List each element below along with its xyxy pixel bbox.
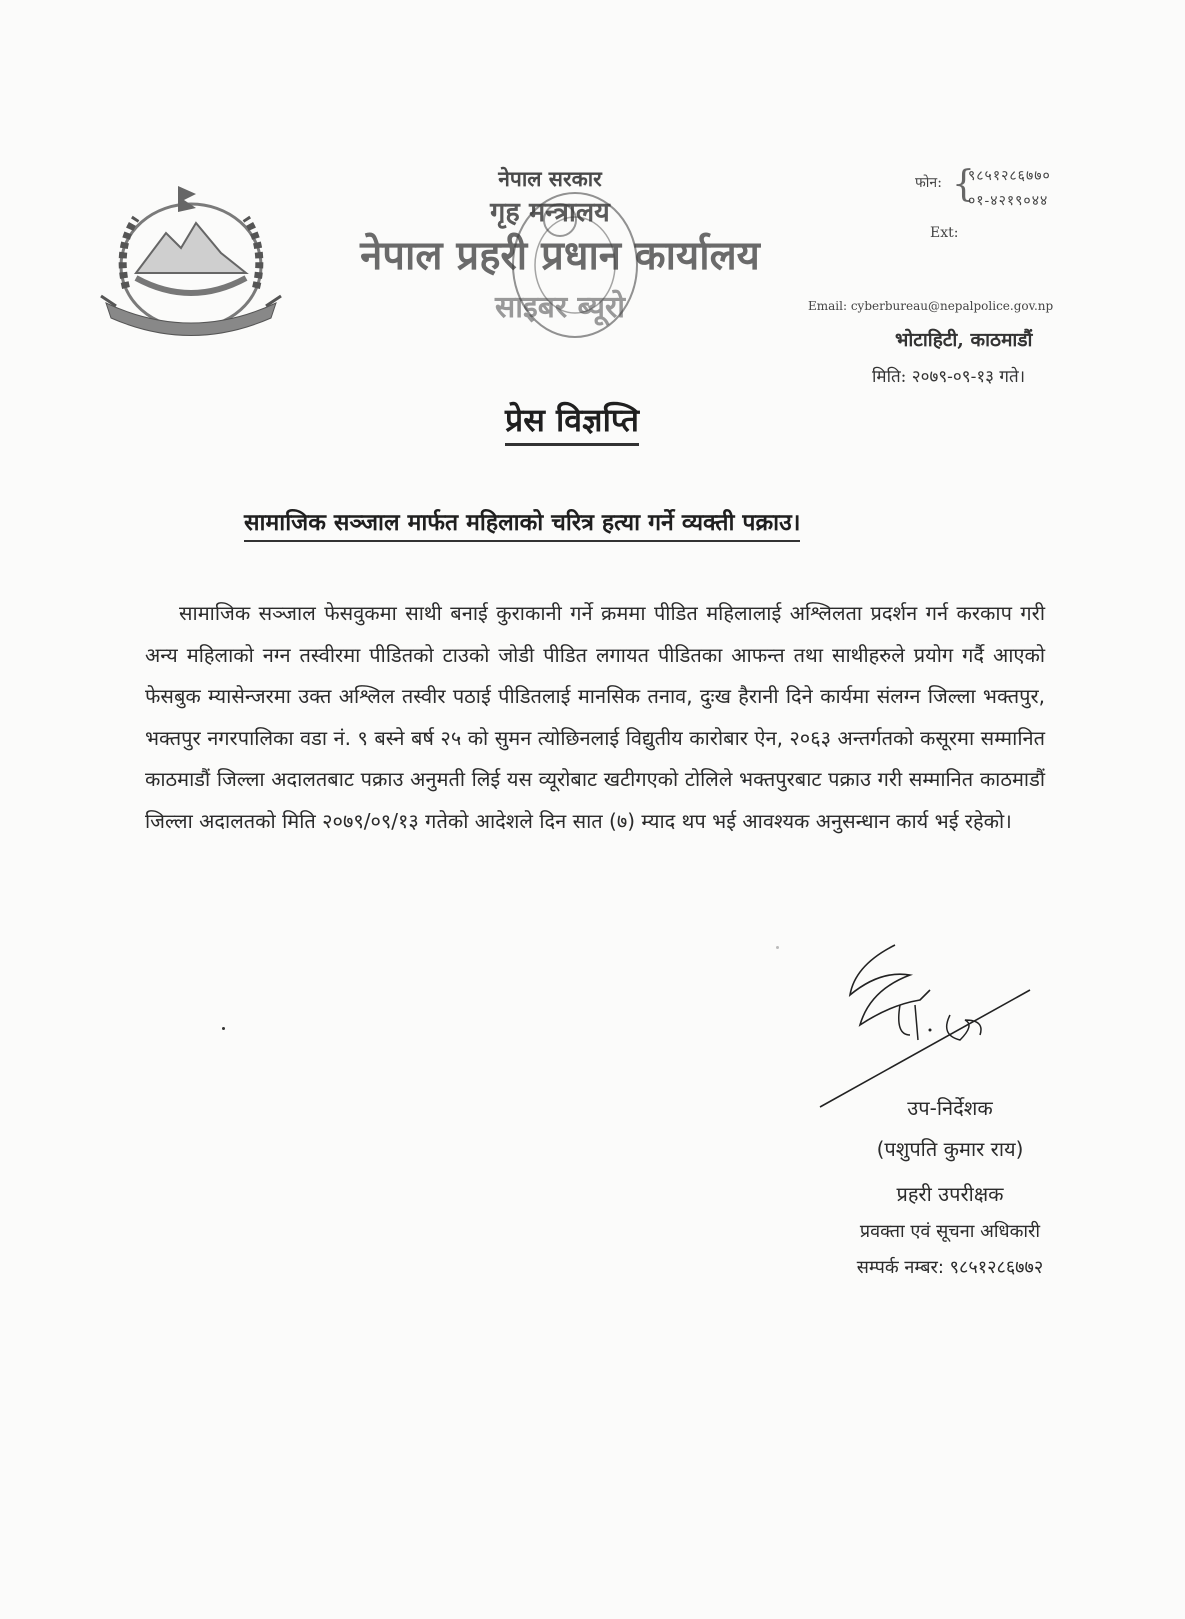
signatory-designation: उप-निर्देशक [907,1096,993,1120]
phone-number-1: ९८५१२८६७७० [968,168,1051,184]
paper-speck [776,946,779,949]
phone-number-2: ०१-४२१९०४४ [968,193,1049,209]
release-date: मिति: २०७९-०९-१३ गते। [872,367,1026,387]
signatory-role: प्रवक्ता एवं सूचना अधिकारी [859,1221,1041,1242]
document-subtitle: सामाजिक सञ्जाल मार्फत महिलाको चरित्र हत्या गर्ने व्यक्ती पक्राउ। [244,505,800,542]
document-title: प्रेस विज्ञप्ति [505,398,639,446]
email-address: Email: cyberbureau@nepalpolice.gov.np [808,299,1054,313]
nepal-government-emblem-icon [96,178,286,348]
signatory-contact: सम्पर्क नम्बर: ९८५१२८६७७२ [856,1257,1044,1278]
phone-brace: { [952,164,975,205]
paper-speck [222,1027,225,1030]
bureau-name: साइबर ब्यूरो [494,290,626,325]
body-paragraph: सामाजिक सञ्जाल फेसवुकमा साथी बनाई कुराकानी गर्ने क्रममा पीडित महिलालाई अश्लिलता प्रदर्शन गर्न करकाप गरी अन्य महिलाको नग्न तस्वीरमा पीडितको टाउको जोडी पीडित लगायत पीडितका आफन्त तथा साथीहरुले प्रयोग गर्दै आएको फेसबुक म्यासेन्जरमा उक्त अश्लिल तस्वीर पठाई पीडितलाई मानसिक तनाव, दुःख हैरानी दिने कार्यमा संलग्न जिल्ला भक्तपुर, भक्तपुर नगरपालिका वडा नं. ९ बस्ने बर्ष २५ को सुमन त्योछिनलाई विद्युतीय कारोबार ऐन, २०६३ अन्तर्गतको कसूरमा सम्मानित काठमाडौं जिल्ला अदालतबाट पक्राउ अनुमती लिई यस व्यूरोबाट खटीगएको टोलिले भक्तपुरबाट पक्राउ गरी सम्मानित काठमाडौं जिल्ला अदालतको मिति २०७९/०९/१३ गतेको आदेशले दिन सात (७) म्याद थप भई आवश्यक अनुसन्धान कार्य भई रहेको। [145,601,1045,833]
signatory-name: (पशुपति कुमार राय) [876,1137,1024,1161]
office-name: नेपाल प्रहरी प्रधान कार्यालय [360,233,760,279]
ministry-name: गृह मन्त्रालय [490,197,610,228]
handwritten-signature-icon [800,935,1040,1115]
phone-label: फोन: [915,175,942,191]
government-name: नेपाल सरकार [498,167,602,191]
office-stamp-icon [500,175,650,345]
office-address: भोटाहिटी, काठमाडौं [895,329,1033,351]
signatory-rank: प्रहरी उपरीक्षक [896,1182,1004,1206]
ext-label: Ext: [930,225,959,241]
